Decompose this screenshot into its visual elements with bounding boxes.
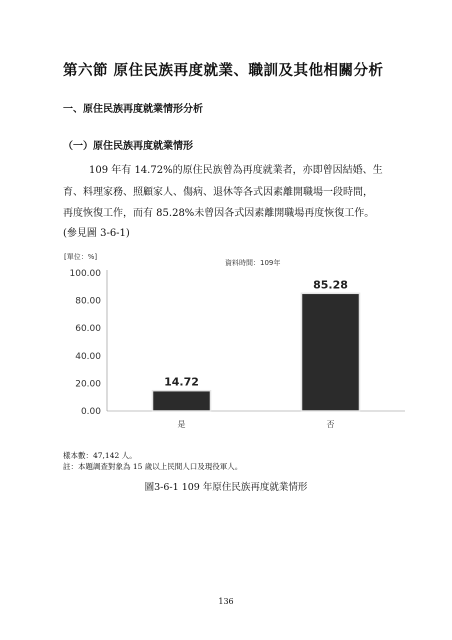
page-number: 136	[218, 597, 234, 606]
bar-value-label: 14.72	[164, 375, 199, 389]
bar	[302, 293, 360, 411]
sample-size-note: 樣本數：47,142 人。	[63, 451, 137, 460]
y-tick-label: 40.00	[75, 351, 101, 362]
y-tick-label: 20.00	[75, 379, 101, 390]
bar-value-label: 85.28	[313, 278, 348, 292]
unit-label: [單位：%]	[64, 253, 98, 261]
y-tick-label: 100.00	[69, 269, 101, 279]
survey-scope-note: 註：本題調查對象為 15 歲以上民間人口及現役軍人。	[63, 462, 243, 471]
figure-caption: 圖3-6-1 109 年原住民族再度就業情形	[144, 482, 308, 493]
y-tick-label: 0.00	[80, 407, 101, 417]
paragraph-line: 育、料理家務、照顧家人、傷病、退休等各式因素離開職場一段時間，	[63, 187, 373, 198]
bar	[153, 391, 211, 411]
paragraph-line: (參見圖 3-6-1)	[63, 228, 130, 239]
data-time-label: 資料時間：109年	[225, 259, 281, 267]
y-tick-label: 60.00	[75, 324, 101, 335]
subsection-heading: （一）原住民族再度就業情形	[63, 141, 193, 152]
y-tick-label: 80.00	[75, 296, 101, 307]
section-heading: 一、原住民族再度就業情形分析	[63, 104, 203, 115]
chapter-title: 第六節 原住民族再度就業、職訓及其他相關分析	[63, 62, 384, 79]
paragraph-line: 再度恢復工作，而有 85.28%未曾因各式因素離開職場再度恢復工作。	[63, 208, 375, 219]
x-category-label: 是	[177, 420, 186, 429]
x-category-label: 否	[326, 420, 335, 429]
bar-chart	[55, 245, 415, 445]
paragraph-line: 109 年有 14.72%的原住民族曾為再度就業者，亦即曾因結婚、生	[89, 165, 383, 176]
